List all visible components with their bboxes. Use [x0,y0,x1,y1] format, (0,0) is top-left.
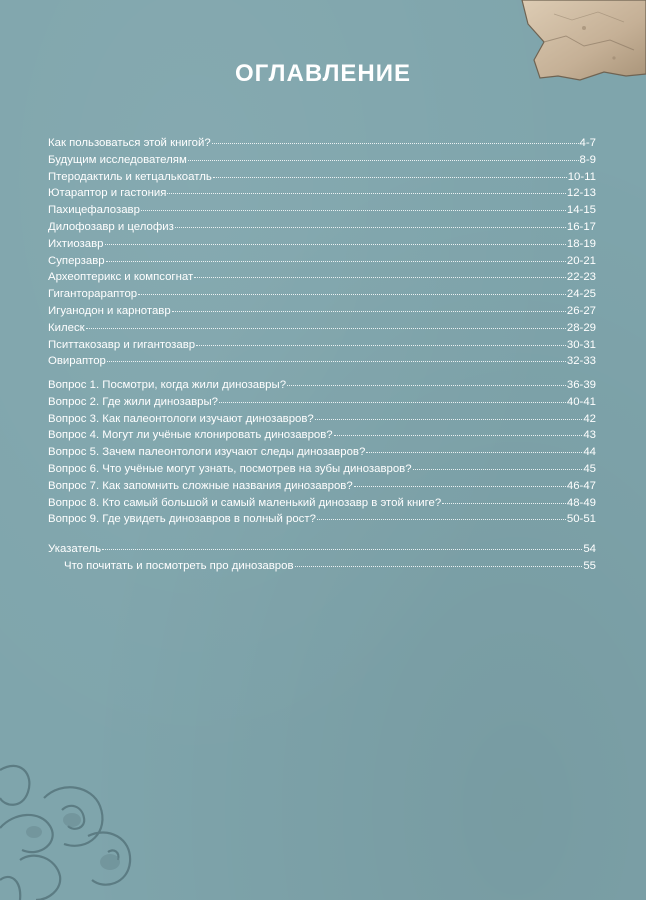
toc-entry-page-number: 26-27 [566,304,596,317]
toc-entry-page-number: 28-29 [566,321,596,334]
toc-entry-label: Ихтиозавр [48,237,104,250]
dot-leader [105,234,566,245]
toc-entry-page-number: 36-39 [566,379,596,391]
toc-entry-page-number: 10-11 [567,170,596,183]
toc-entry-page-number: 55 [583,559,596,572]
dot-leader [413,459,583,470]
dot-leader [212,133,579,144]
dot-leader [317,509,566,520]
toc-entry[interactable] [48,511,596,528]
toc-entry-label: Пахицефалозавр [48,204,140,217]
dot-leader [295,556,583,567]
toc-entry-label: Вопрос 6. Что учёные могут узнать, посмотрев на зубы динозавров? [48,462,412,475]
toc-entry-label: Килеск [48,321,85,334]
dot-leader [213,167,567,178]
toc-entry-page-number: 45 [583,462,596,475]
toc-entry-page-number: 24-25 [566,288,596,301]
toc-entry-label: Вопрос 4. Могут ли учёные клонировать динозавров? [48,429,333,442]
toc-entry-label: Археоптерикс и компсогнат [48,271,194,284]
dot-leader [167,183,565,194]
toc-entry-label: Как пользоваться этой книгой? [48,137,211,149]
toc-entry[interactable] [48,558,596,575]
dot-leader [442,493,566,504]
dot-leader [138,284,566,295]
toc-entry-page-number: 30-31 [566,338,596,351]
dot-leader [315,409,583,420]
page-title: ОГЛАВЛЕНИЕ [234,60,412,87]
dot-leader [354,476,566,487]
toc-entry-label: Вопрос 9. Где увидеть динозавров в полный рост? [48,513,316,526]
toc-entry-label: Указатель [48,543,102,555]
toc-entry-page-number: 14-15 [566,204,596,217]
dot-leader [107,351,566,362]
toc-entry-label: Будущим исследователям [48,153,187,166]
toc-entry-label: Вопрос 5. Зачем палеонтологи изучают следы динозавров? [48,446,366,459]
toc-entry-page-number: 54 [583,543,596,555]
toc-entry-page-number: 4-7 [579,137,596,149]
fossil-imprint-icon [0,740,155,900]
toc-entry-label: Ютараптор и гастония [48,187,167,200]
toc-entry-label: Птеродактиль и кетцалькоатль [48,170,212,183]
toc-entry-page-number: 8-9 [579,153,596,166]
toc-entry-label: Пситтакозавр и гигантозавр [48,338,196,351]
toc-entry-label: Вопрос 1. Посмотри, когда жили динозавры? [48,379,287,391]
toc-entry-page-number: 46-47 [566,479,596,492]
toc-entry-label: Дилофозавр и целофиз [48,220,174,233]
toc-entry-page-number: 20-21 [566,254,596,267]
toc-entry-label: Вопрос 2. Где жили динозавры? [48,395,218,408]
dot-leader [287,375,566,386]
dot-leader [219,392,566,403]
toc-entry-page-number: 48-49 [566,496,596,509]
dot-leader [102,539,582,550]
dot-leader [172,301,566,312]
dot-leader [366,442,582,453]
toc-entry-page-number: 22-23 [566,271,596,284]
toc-entry-page-number: 43 [583,429,596,442]
toc-entry-page-number: 16-17 [566,220,596,233]
dot-leader [188,150,579,161]
toc-entry[interactable] [48,353,596,370]
toc-entry-label: Что почитать и посмотреть про динозавров [64,559,294,572]
toc-entry-label: Гиганторараптор [48,288,138,301]
toc-entry-page-number: 42 [583,412,596,425]
toc-entry-label: Игуанодон и карнотавр [48,304,171,317]
dot-leader [175,217,566,228]
dot-leader [334,425,583,436]
toc-entry-page-number: 44 [583,446,596,459]
toc-entry-page-number: 50-51 [566,513,596,526]
toc-entry-page-number: 18-19 [566,237,596,250]
toc-entry-page-number: 12-13 [566,187,596,200]
dot-leader [86,318,566,329]
dot-leader [196,335,566,346]
toc-entry-label: Овираптор [48,355,106,368]
toc-dinosaur-section [48,135,596,370]
toc-entry-label: Вопрос 3. Как палеонтологи изучают динозавров? [48,412,314,425]
toc-entry-page-number: 40-41 [566,395,596,408]
dot-leader [106,251,566,262]
dot-leader [141,200,566,211]
toc-entry-label: Суперзавр [48,254,105,267]
dot-leader [194,267,566,278]
toc-entry-label: Вопрос 7. Как запомнить сложные названия динозавров? [48,479,353,492]
toc-entry-label: Вопрос 8. Кто самый большой и самый маленький динозавр в этой книге? [48,496,442,509]
toc-questions-section [48,377,596,528]
toc-entry-page-number: 32-33 [566,355,596,368]
toc-extras-section [48,541,596,575]
